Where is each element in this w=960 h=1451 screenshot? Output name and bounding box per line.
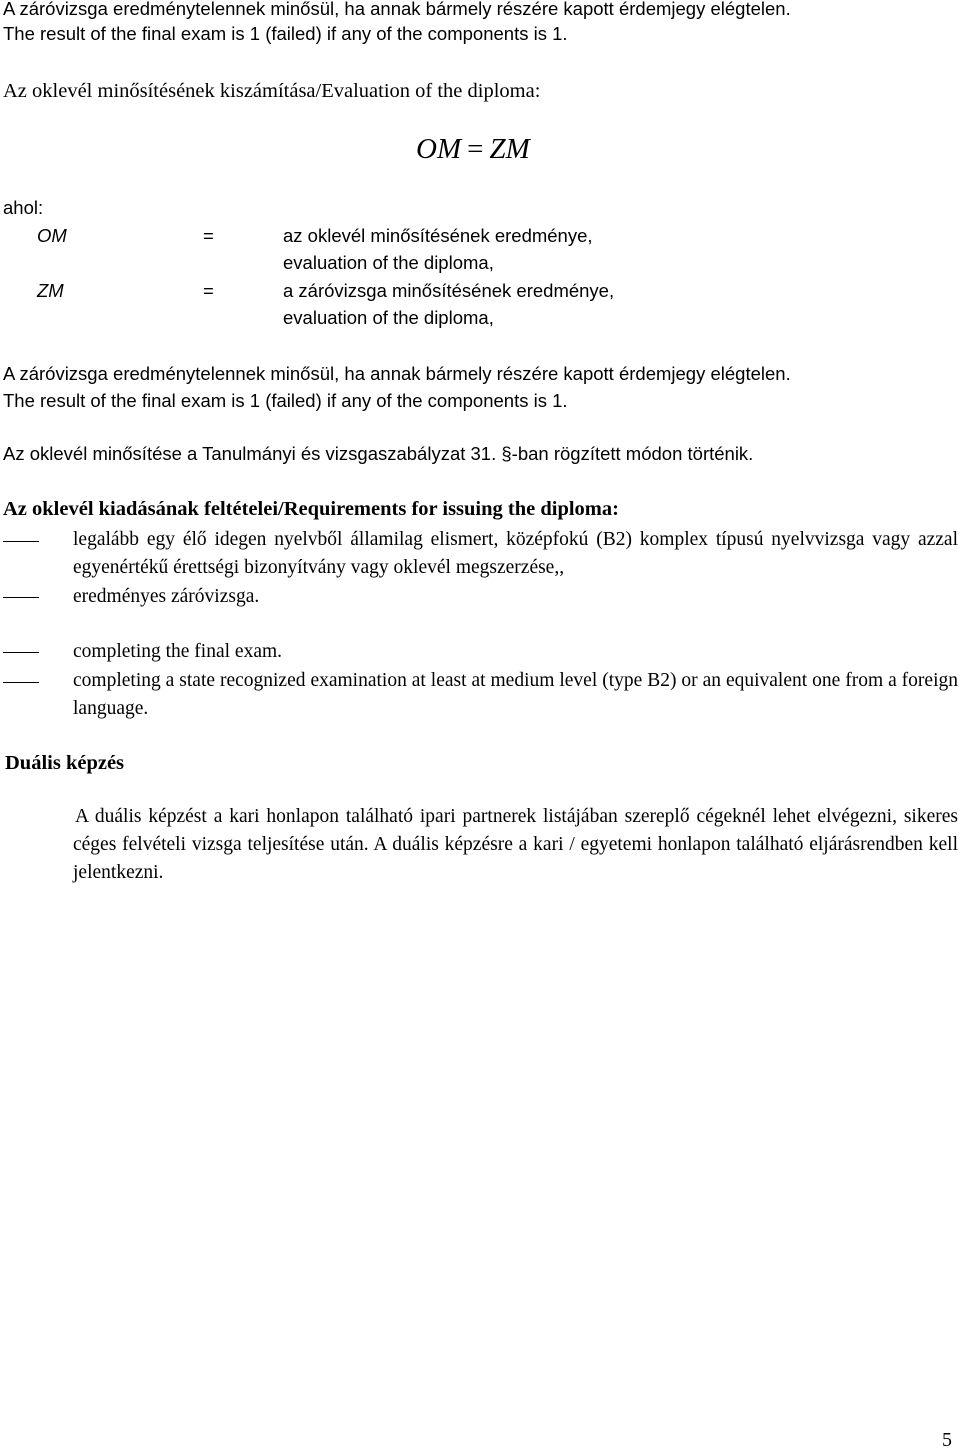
definition-eq-om: = bbox=[203, 225, 214, 246]
result-note-en: The result of the final exam is 1 (failed) if any of the components is 1. bbox=[3, 390, 568, 411]
definition-zm-line2: evaluation of the diploma, bbox=[283, 307, 494, 328]
definition-om-line2: evaluation of the diploma, bbox=[283, 252, 494, 273]
dual-heading: Duális képzés bbox=[5, 752, 125, 774]
requirement-item-hu-2: eredményes záróvizsga. bbox=[73, 586, 260, 607]
evaluation-formula bbox=[416, 135, 530, 164]
requirement-item-en-1: completing the final exam. bbox=[73, 641, 283, 662]
result-note-hu: A záróvizsga eredménytelennek minősül, ha annak bármely részére kapott érdemjegy elégtelen. bbox=[3, 363, 791, 384]
list-dash bbox=[3, 652, 39, 653]
list-dash bbox=[3, 597, 39, 598]
requirements-heading: Az oklevél kiadásának feltételei/Requirements for issuing the diploma: bbox=[3, 498, 619, 520]
definition-symbol-zm: ZM bbox=[37, 280, 64, 301]
formula-right: ZM bbox=[489, 133, 530, 165]
top-note-hu: A záróvizsga eredménytelennek minősül, ha annak bármely részére kapott érdemjegy elégtelen. bbox=[3, 0, 791, 19]
requirement-item-en-2: completing a state recognized examination at least at medium level (type B2) or an equivalent one from a foreign language. bbox=[73, 670, 958, 719]
definition-eq-zm: = bbox=[203, 280, 214, 301]
definition-zm-line1: a záróvizsga minősítésének eredménye, bbox=[283, 280, 615, 301]
formula-operator: = bbox=[467, 133, 484, 165]
definition-symbol-om: OM bbox=[37, 225, 67, 246]
list-dash bbox=[3, 541, 39, 542]
list-dash bbox=[3, 682, 39, 683]
dual-body: A duális képzést a kari honlapon található ipari partnerek listájában szereplő cégeknél lehet elvégezni, sikeres céges felvételi vizsga teljesítése után. A duális képzésre a kari / egyetemi honlapon található eljárásrendben kell jelentkezni. bbox=[73, 806, 958, 883]
requirement-item-hu-1: legalább egy élő idegen nyelvből államilag elismert, középfokú (B2) komplex típusú nyelvvizsga vagy azzal egyenértékű érettségi bizonyítvány vagy oklevél megszerzése,, bbox=[73, 529, 958, 578]
evaluation-heading: Az oklevél minősítésének kiszámítása/Evaluation of the diploma: bbox=[3, 80, 541, 102]
definition-om-line1: az oklevél minősítésének eredménye, bbox=[283, 225, 593, 246]
formula-left: OM bbox=[416, 133, 462, 165]
where-label: ahol: bbox=[3, 197, 44, 218]
regulation-note: Az oklevél minősítése a Tanulmányi és vizsgaszabályzat 31. §-ban rögzített módon történik. bbox=[3, 443, 754, 464]
top-note-en: The result of the final exam is 1 (failed) if any of the components is 1. bbox=[3, 23, 568, 44]
page-number: 5 bbox=[942, 1429, 952, 1451]
